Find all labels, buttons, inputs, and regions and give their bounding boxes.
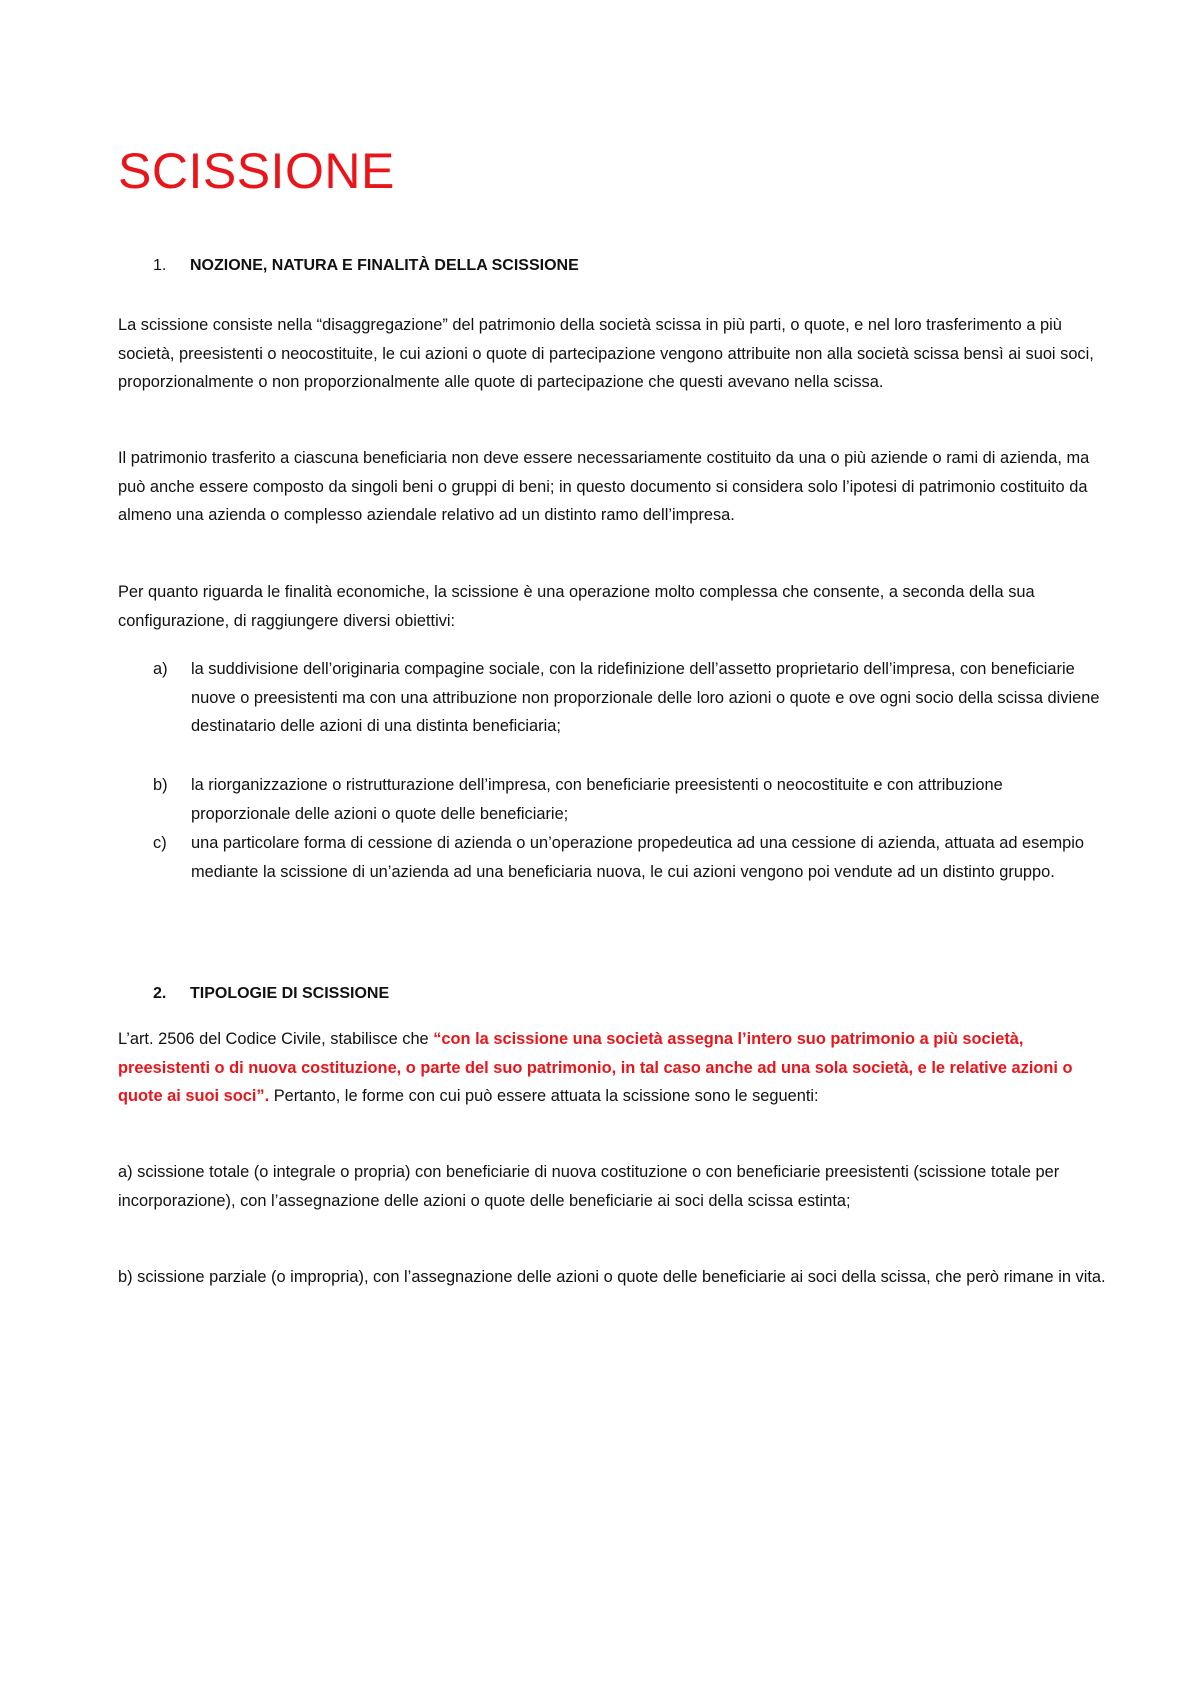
list-item-text: la suddivisione dell’originaria compagine sociale, con la ridefinizione dell’assetto proprietario dell’impresa, con beneficiarie nuove o preesistenti ma con una attribuzione non proporzionale delle loro azioni o quote e ove ogni socio della scissa diviene destinatario delle azioni di una distinta beneficiaria; — [191, 660, 1100, 735]
section-title: NOZIONE, NATURA E FINALITÀ DELLA SCISSIONE — [190, 257, 579, 274]
section-title: TIPOLOGIE DI SCISSIONE — [190, 985, 390, 1002]
list-item-text: la riorganizzazione o ristrutturazione dell’impresa, con beneficiarie preesistenti o neocostituite e con attribuzione proporzionale delle azioni o quote delle beneficiarie; — [191, 776, 1003, 823]
paragraph: b) scissione parziale (o impropria), con l’assegnazione delle azioni o quote delle beneficiarie ai soci della scissa, che però rimane in vita. — [118, 1268, 1106, 1286]
law-quote: “con la scissione una società assegna l’intero suo patrimonio a più società, preesistenti o di nuova costituzione, o parte del suo patrimonio, in tal caso anche ad una sola società, e le relative azioni o quote ai suoi soci”. — [118, 1030, 1073, 1105]
list-marker: a) — [153, 660, 168, 678]
list-item — [153, 829, 1103, 886]
paragraph: La scissione consiste nella “disaggregazione” del patrimonio della società scissa in più parti, o quote, e nel loro trasferimento a più società, preesistenti o neocostituite, le cui azioni o quote di partecipazione vengono attribuite non alla società scissa bensì ai suoi soci, proporzionalmente o non proporzionalmente alle quote di partecipazione che questi avevano nella scissa. — [118, 316, 1094, 391]
list-item — [153, 655, 1103, 741]
intro-text: L’art. 2506 del Codice Civile, stabilisce che — [118, 1030, 434, 1048]
list-item-text: una particolare forma di cessione di azienda o un’operazione propedeutica ad una cessione di azienda, attuata ad esempio mediante la scissione di un’azienda ad una beneficiaria nuova, le cui azioni vengono poi vendute ad un distinto gruppo. — [191, 834, 1084, 881]
paragraph: Il patrimonio trasferito a ciascuna beneficiaria non deve essere necessariamente costituito da una o più aziende o rami di azienda, ma può anche essere composto da singoli beni o gruppi di beni; in questo documento si considera solo l’ipotesi di patrimonio costituito da almeno una azienda o complesso aziendale relativo ad un distinto ramo dell’impresa. — [118, 449, 1090, 524]
section-number: 1. — [153, 257, 167, 274]
section-intro — [118, 1025, 1108, 1111]
list-marker: c) — [153, 834, 167, 852]
document-title: SCISSIONE — [118, 143, 395, 199]
paragraph: a) scissione totale (o integrale o propria) con beneficiarie di nuova costituzione o con beneficiarie preesistenti (scissione totale per incorporazione), con l’assegnazione delle azioni o quote delle beneficiarie ai soci della scissa estinta; — [118, 1163, 1060, 1210]
paragraph: Per quanto riguarda le finalità economiche, la scissione è una operazione molto complessa che consente, a seconda della sua configurazione, di raggiungere diversi obiettivi: — [118, 583, 1035, 630]
section-number: 2. — [153, 985, 167, 1002]
list-item — [153, 771, 1103, 828]
list-marker: b) — [153, 776, 168, 794]
intro-text: Pertanto, le forme con cui può essere attuata la scissione sono le seguenti: — [269, 1087, 819, 1105]
